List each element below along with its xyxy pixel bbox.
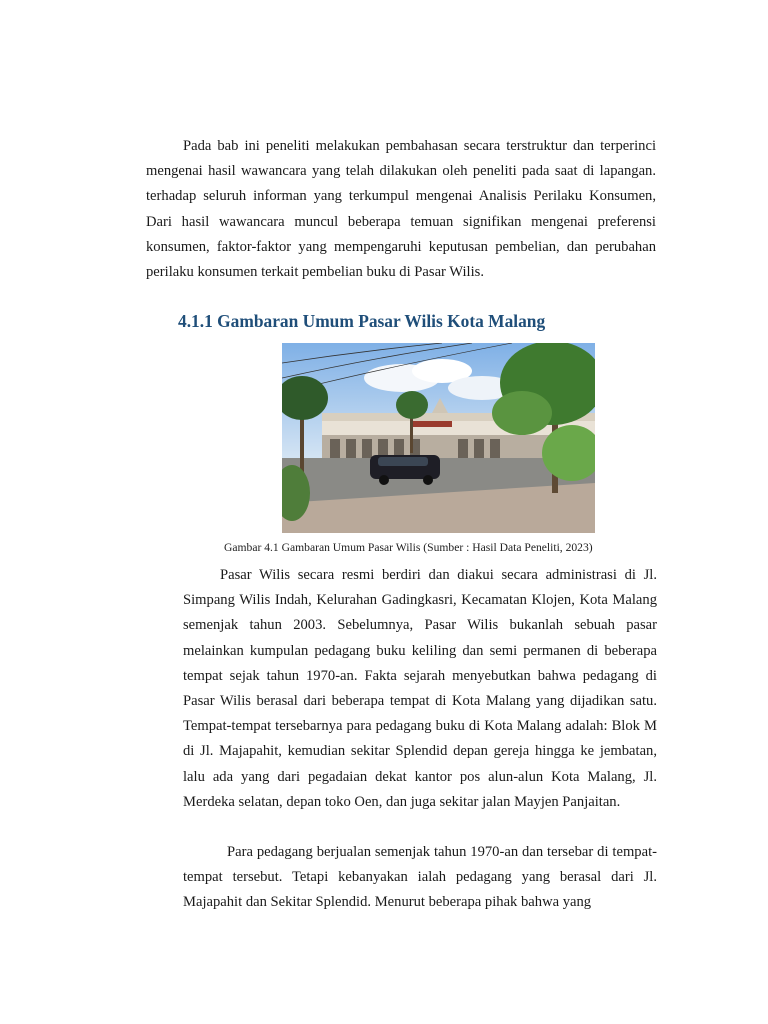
section-heading: 4.1.1 Gambaran Umum Pasar Wilis Kota Malang <box>178 311 546 331</box>
body-paragraph-traders: Para pedagang berjualan semenjak tahun 1970-an dan tersebar di tempat-tempat tersebut. Tetapi kebanyakan ialah pedagang yang berasal dari Jl. Majapahit dan Sekitar Splendid. Menurut beberapa pihak bahwa yang <box>183 844 657 911</box>
body-paragraph-history: Pasar Wilis secara resmi berdiri dan diakui secara administrasi di Jl. Simpang Wilis Indah, Kelurahan Gadingkasri, Kecamatan Klojen, Kota Malang semenjak tahun 2003. Sebelumnya, Pasar Wilis bukanlah sebuah pasar melainkan kumpulan pedagang buku keliling dan semi permanen di beberapa tempat sejak tahun 1970-an. Fakta sejarah menyebutkan bahwa pedagang di Pasar Wilis berasal dari beberapa tempat di Kota Malang yang dijadikan satu. Tempat-tempat tersebarnya para pedagang buku di Kota Malang adalah: Blok M di Jl. Majapahit, kemudian sekitar Splendid depan gereja hingga ke jembatan, lalu ada yang dari pegadaian dekat kantor pos alun-alun Kota Malang, Jl. Merdeka selatan, depan toko Oen, dan juga sekitar jalan Mayjen Panjaitan. <box>183 567 657 810</box>
market-photo-illustration <box>282 343 595 533</box>
intro-paragraph: Pada bab ini peneliti melakukan pembahasan secara terstruktur dan terperinci mengenai hasil wawancara yang telah dilakukan oleh peneliti pada saat di lapangan. terhadap seluruh informan yang terkumpul mengenai Analisis Perilaku Konsumen, Dari hasil wawancara muncul beberapa temuan signifikan mengenai preferensi konsumen, faktor-faktor yang mempengaruhi keputusan pembelian, dan perubahan perilaku konsumen terkait pembelian buku di Pasar Wilis. <box>146 138 656 281</box>
figure-photo-pasar-wilis <box>282 343 595 533</box>
figure-caption: Gambar 4.1 Gambaran Umum Pasar Wilis (Sumber : Hasil Data Peneliti, 2023) <box>224 541 593 554</box>
